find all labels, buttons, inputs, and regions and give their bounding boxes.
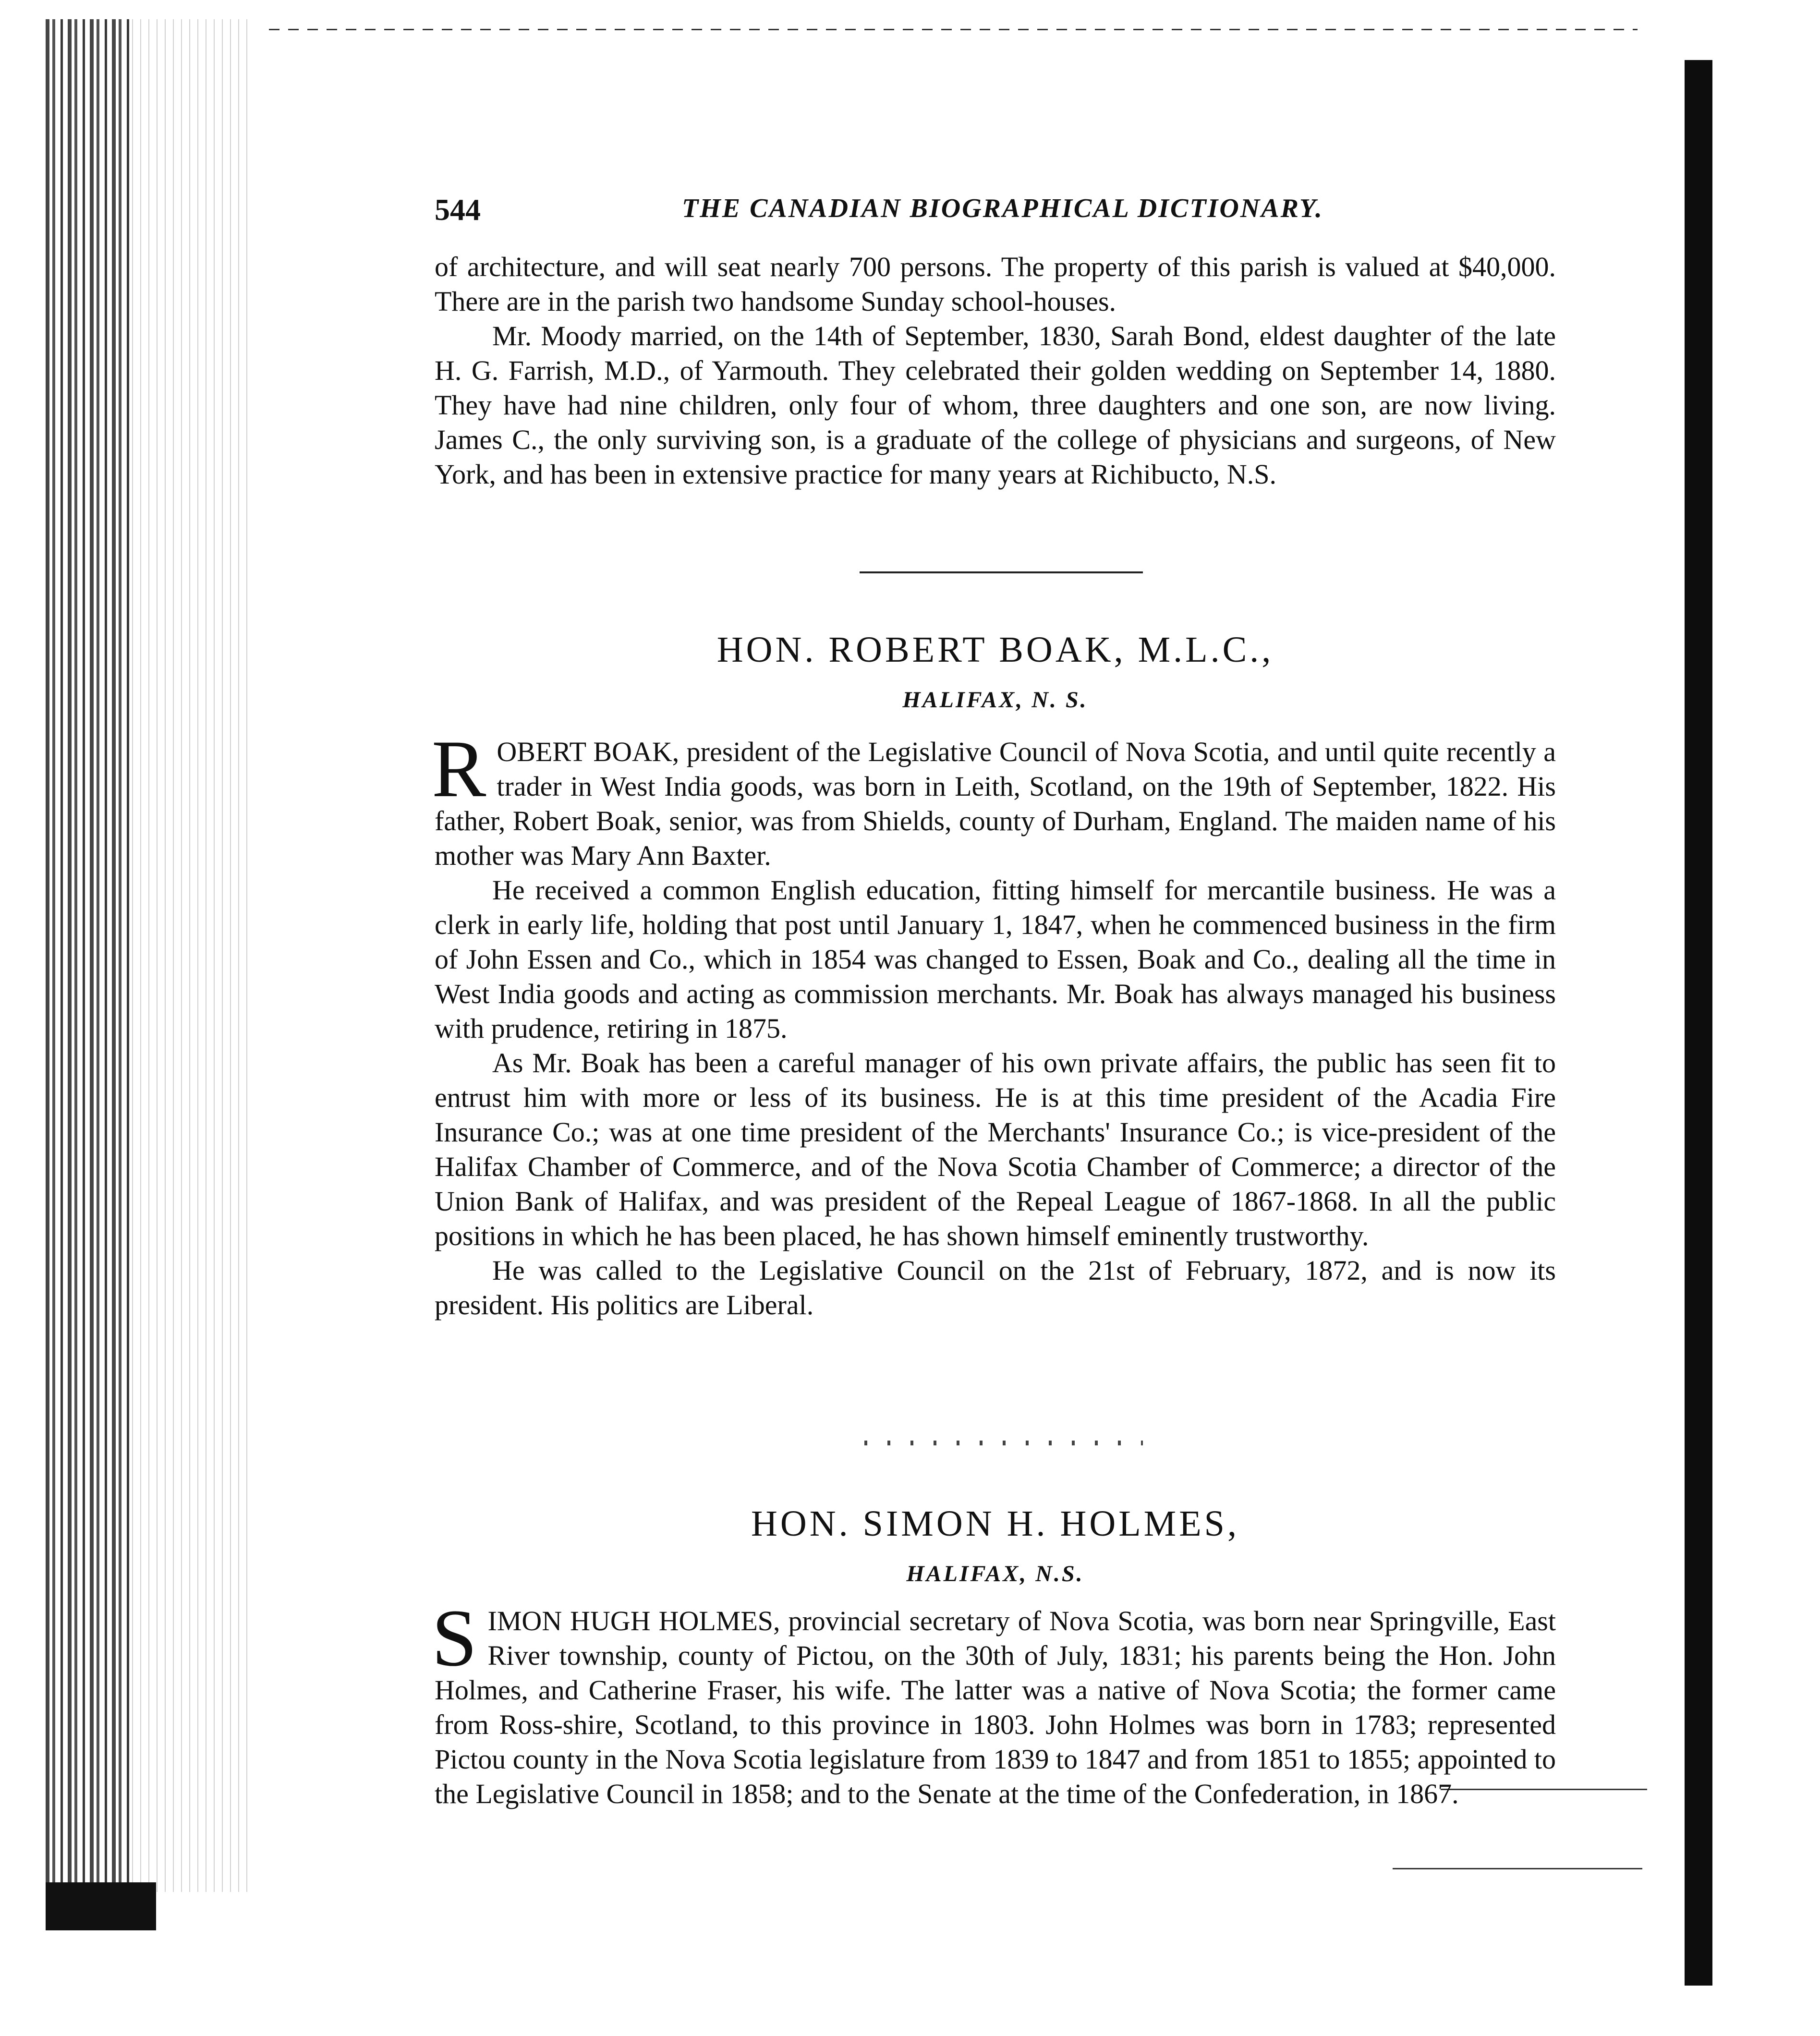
holmes-paragraph-1 xyxy=(432,1593,1556,1811)
boak-paragraph-4: He was called to the Legislative Council on the 21st of February, 1872, and is now its president. His politics are Liberal. xyxy=(435,1255,1556,1321)
running-header xyxy=(435,192,1558,230)
boak-paragraph-1 xyxy=(432,724,1556,873)
scan-gutter-block xyxy=(46,1882,156,1930)
scan-gutter-left xyxy=(46,19,132,1892)
boak-location: HALIFAX, N. S. xyxy=(902,687,1088,713)
boak-paragraph-3: As Mr. Boak has been a careful manager of his own private affairs, the public has seen fit to entrust him with more or less of its business. He is at this time president of the Acadia Fire Insurance Co.; was at one time president of the Merchants' Insurance Co.; is vice-president of the Halifax Chamber of Commerce, and of the Nova Scotia Chamber of Commerce; a director of the Union Bank of Halifax, and was president of the Repeal League of 1867-1868. In all the public positions in which he has been placed, he has shown himself eminently trustworthy. xyxy=(435,1047,1556,1251)
intro-paragraph-2: Mr. Moody married, on the 14th of September, 1830, Sarah Bond, eldest daughter of the late H. G. Farrish, M.D., of Yarmouth. They celebrated their golden wedding on September 14, 1880. They have had nine children, only four of whom, three daughters and one son, are now living. James C., the only surviving son, is a graduate of the college of physicians and surgeons, of New York, and has been in extensive practice for many years at Richibucto, N.S. xyxy=(435,320,1556,490)
intro-paragraph-1: of architecture, and will seat nearly 700 persons. The property of this parish is valued at $40,000. There are in the parish two handsome Sunday school-houses. xyxy=(435,251,1556,317)
boak-text xyxy=(432,724,1556,1322)
scan-top-line xyxy=(269,29,1638,30)
section-separator-dots xyxy=(864,1441,1143,1445)
holmes-paragraph-1-text: IMON HUGH HOLMES, provincial secretary of Nova Scotia, was born near Springville, East River township, county of Pictou, on the 30th of July, 1831; his parents being the Hon. John Holmes, and Catherine Fraser, his wife. The latter was a native of Nova Scotia; the former came from Ross-shire, Scotland, to this province in 1803. John Holmes was born in 1783; represented Pictou county in the Nova Scotia legislature from 1839 to 1847 and from 1851 to 1855; appointed to the Legislative Council in 1858; and to the Senate at the time of the Confederation, in 1867. xyxy=(435,1605,1556,1809)
section-divider xyxy=(860,571,1143,573)
intro-text xyxy=(435,250,1556,492)
boak-paragraph-1-text: OBERT BOAK, president of the Legislative Council of Nova Scotia, and until quite recently a trader in West India goods, was born in Leith, Scotland, on the 19th of September, 1822. His father, Robert Boak, senior, was from Shields, county of Durham, England. The maiden name of his mother was Mary Ann Baxter. xyxy=(435,736,1556,871)
holmes-text xyxy=(432,1593,1556,1811)
scan-gutter-fade xyxy=(132,19,252,1892)
boak-drop-cap: R xyxy=(432,724,486,814)
scan-bottom-line xyxy=(1393,1868,1642,1869)
page-number: 544 xyxy=(435,193,481,227)
boak-heading: HON. ROBERT BOAK, M.L.C., xyxy=(716,630,1274,670)
holmes-drop-cap: S xyxy=(432,1593,477,1683)
boak-paragraph-2: He received a common English education, fitting himself for mercantile business. He was a clerk in early life, holding that post until January 1, 1847, when he commenced business in the firm of John Essen and Co., which in 1854 was changed to Essen, Boak and Co., dealing all the time in West India goods and acting as commission merchants. Mr. Boak has always managed his business with prudence, retiring in 1875. xyxy=(435,874,1556,1044)
scan-right-bar xyxy=(1685,60,1712,1986)
holmes-heading: HON. SIMON H. HOLMES, xyxy=(751,1503,1239,1544)
holmes-location: HALIFAX, N.S. xyxy=(906,1561,1084,1587)
running-title: THE CANADIAN BIOGRAPHICAL DICTIONARY. xyxy=(682,194,1323,223)
